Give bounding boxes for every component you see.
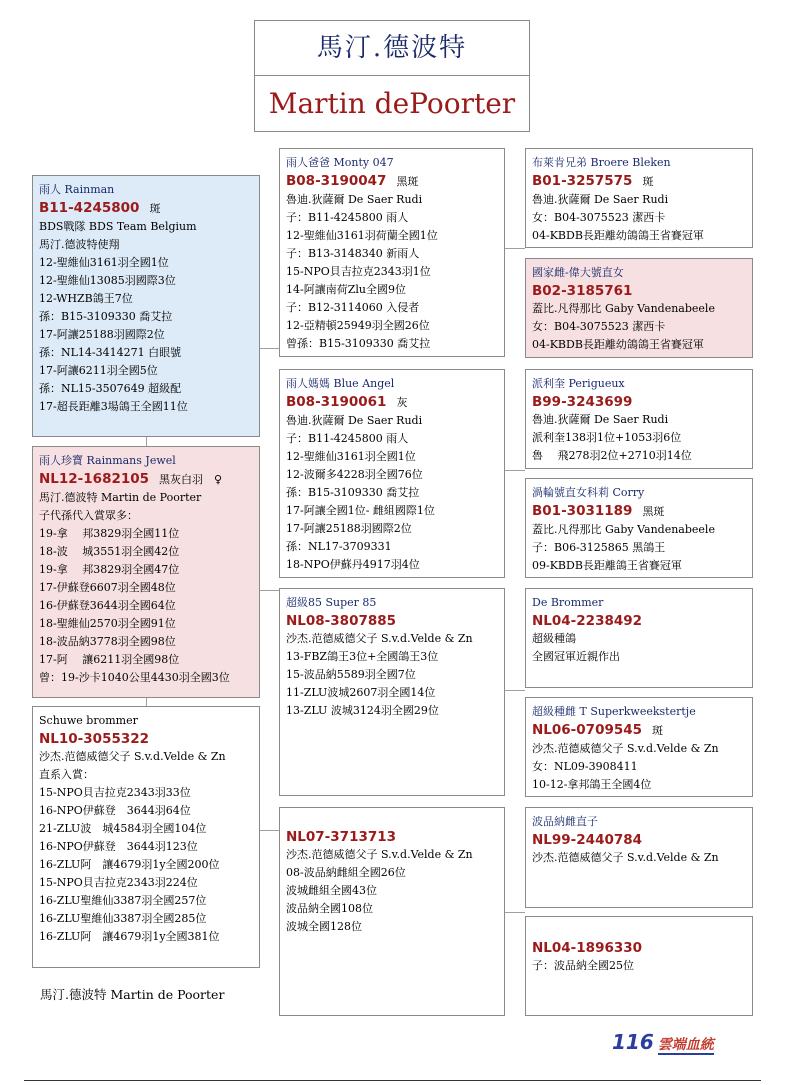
info-line: 04-KBDB長距離幼鴿鴿王省賽冠軍 — [532, 229, 704, 242]
ring-number-text: B99-3243699 — [532, 394, 633, 410]
ring-number — [532, 721, 747, 740]
info-line: 子：B11-4245800 雨人 — [286, 432, 409, 445]
info-line: 16-NPO伊蘇登 3644羽64位 — [39, 804, 191, 817]
info-line: 曾孫：B15-3109330 喬艾拉 — [286, 337, 431, 350]
info-line: 女：NL09-3908411 — [532, 760, 638, 773]
info-line: 12-聖維仙3161羽全國1位 — [286, 450, 416, 463]
info-line: 18-聖維仙2570羽全國91位 — [39, 617, 176, 630]
info-line: 馬汀.德波特使翔 — [39, 238, 120, 251]
info-line: 08-波品納雌組全國26位 — [286, 866, 406, 879]
bird-name: 波品納雌直子 — [532, 815, 598, 828]
connector-line — [259, 830, 279, 831]
info-line: BDS戰隊 BDS Team Belgium — [39, 220, 197, 233]
info-line: 19-拿 邦3829羽全國47位 — [39, 563, 180, 576]
info-line: 21-ZLU波 城4584羽全國104位 — [39, 822, 207, 835]
info-line: 沙杰.范德威德父子 S.v.d.Velde & Zn — [39, 750, 226, 763]
breeder-name: 馬汀.德波特 Martin de Poorter — [40, 987, 225, 1002]
ring-number — [532, 282, 747, 300]
connector-line — [505, 470, 525, 471]
title-chinese: 馬汀.德波特 — [316, 33, 468, 63]
ring-number — [39, 730, 254, 748]
site-logo — [612, 1030, 714, 1054]
ring-number — [286, 393, 499, 412]
bird-color: 斑 — [642, 175, 654, 188]
title-divider — [255, 75, 529, 76]
info-line: 曾：19-沙卡1040公里4430羽全國3位 — [39, 671, 230, 684]
ring-number-text: NL99-2440784 — [532, 832, 643, 848]
info-line: 18-NPO伊蘇丹4917羽4位 — [286, 558, 420, 571]
bird-name: 雨人珍寶 Rainmans Jewel — [39, 454, 176, 467]
ring-number-text: NL10-3055322 — [39, 731, 150, 747]
pedigree-box-dss — [525, 588, 753, 688]
bird-name: 雨人爸爸 Monty 047 — [286, 156, 394, 169]
info-line: 12-WHZB鴿王7位 — [39, 292, 133, 305]
bird-color: 斑 — [652, 724, 664, 737]
info-line: 12-聖維仙13085羽國際3位 — [39, 274, 176, 287]
pedigree-box-dds — [525, 807, 753, 908]
ring-number — [532, 502, 747, 521]
info-line: 波城雌組全國43位 — [286, 884, 377, 897]
info-line: 04-KBDB長距離幼鴿鴿王省賽冠軍 — [532, 338, 704, 351]
info-line: 17-阿讓全國1位- 雌組國際1位 — [286, 504, 435, 517]
connector-line — [259, 590, 279, 591]
info-line: 12-聖維仙3161羽全國1位 — [39, 256, 169, 269]
info-line: 13-FBZ鴿王3位+全國鴿王3位 — [286, 650, 439, 663]
pedigree-box-sibling — [32, 706, 260, 968]
info-line: 孫：B15-3109330 喬艾拉 — [286, 486, 420, 499]
ring-number — [532, 172, 747, 191]
bird-name: 雨人媽媽 Blue Angel — [286, 377, 395, 390]
info-line: 沙杰.范德威德父子 S.v.d.Velde & Zn — [532, 742, 719, 755]
info-line: 17-伊蘇登6607羽全國48位 — [39, 581, 176, 594]
info-line: 12-波爾多4228羽全國76位 — [286, 468, 423, 481]
ring-number-text: NL12-1682105 — [39, 471, 150, 487]
info-line: 09-KBDB長距離鴿王省賽冠軍 — [532, 559, 682, 572]
info-line: 孫：NL17-3709331 — [286, 540, 392, 553]
info-line: 沙杰.范德威德父子 S.v.d.Velde & Zn — [532, 851, 719, 864]
info-line: 19-拿 邦3829羽全國11位 — [39, 527, 180, 540]
logo-number: 116 — [612, 1030, 654, 1054]
bird-color: 黑斑 — [396, 175, 419, 188]
info-line: 全國冠軍近親作出 — [532, 650, 620, 663]
ring-number — [532, 393, 747, 411]
ring-number-text: B08-3190047 — [286, 173, 387, 189]
pedigree-box-sire-dam — [279, 369, 505, 578]
info-line: 16-ZLU聖維仙3387羽全國257位 — [39, 894, 207, 907]
connector-line — [146, 697, 147, 706]
bird-name: 雨人 Rainman — [39, 183, 115, 196]
bird-name: 渦輪號直女科莉 Corry — [532, 486, 645, 499]
info-line: 魯 飛278羽2位+2710羽14位 — [532, 449, 692, 462]
bird-name: 派利奎 Perigueux — [532, 377, 625, 390]
info-line: 魯迪.狄薩爾 De Saer Rudi — [532, 413, 669, 426]
pedigree-box-sss — [525, 148, 753, 248]
bird-name: 國家雌-偉大號直女 — [532, 266, 624, 279]
connector-line — [146, 436, 147, 446]
info-line: 17-阿讓25188羽國際2位 — [286, 522, 412, 535]
connector-line — [505, 690, 525, 691]
bird-name: 超級85 Super 85 — [286, 596, 377, 609]
info-line: 12-聖維仙3161羽荷蘭全國1位 — [286, 229, 438, 242]
info-line: 10-12-拿邦鴿王全國4位 — [532, 778, 652, 791]
info-line: 蓋比.凡得那比 Gaby Vandenabeele — [532, 523, 715, 536]
info-line: 12-亞精頓25949羽全國26位 — [286, 319, 430, 332]
pedigree-box-dam-dam — [279, 807, 505, 1016]
info-line: 16-伊蘇登3644羽全國64位 — [39, 599, 176, 612]
info-line: 17-阿讓25188羽國際2位 — [39, 328, 165, 341]
info-line: 魯迪.狄薩爾 De Saer Rudi — [286, 193, 423, 206]
bird-name: 布萊肯兄弟 Broere Bleken — [532, 156, 671, 169]
info-line: 馬汀.德波特 Martin de Poorter — [39, 491, 202, 504]
ring-number-text: NL04-2238492 — [532, 613, 643, 629]
info-line: 17-超長距離3場鴿王全國11位 — [39, 400, 188, 413]
connector-line — [259, 348, 279, 349]
ring-number-text: B01-3257575 — [532, 173, 633, 189]
info-line: 派利奎138羽1位+1053羽6位 — [532, 431, 682, 444]
logo-text: 雲端血統 — [657, 1037, 714, 1053]
bird-color: 黑斑 — [642, 505, 665, 518]
pedigree-box-dam-sire — [279, 588, 505, 796]
info-line: 16-ZLU聖維仙3387羽全國285位 — [39, 912, 207, 925]
info-line: 子：B13-3148340 新雨人 — [286, 247, 420, 260]
info-line: 孫：NL14-3414271 白眼號 — [39, 346, 182, 359]
info-line: 女：B04-3075523 潔西卡 — [532, 211, 666, 224]
ring-number — [532, 939, 747, 957]
bird-color: 灰 — [396, 396, 408, 409]
pedigree-box-sds — [525, 369, 753, 469]
info-line: 波品納全國108位 — [286, 902, 373, 915]
info-line: 超級種鴿 — [532, 632, 576, 645]
bird-name: De Brommer — [532, 596, 604, 609]
info-line: 13-ZLU 波城3124羽全國29位 — [286, 704, 439, 717]
pedigree-box-dam — [32, 446, 260, 698]
pedigree-box-subject — [32, 175, 260, 437]
info-line: 16-NPO伊蘇登 3644羽123位 — [39, 840, 198, 853]
ring-number-text: NL06-0709545 — [532, 722, 643, 738]
bird-color: 斑 — [149, 202, 161, 215]
ring-number — [286, 612, 499, 630]
info-line: 15-NPO貝吉拉克2343羽1位 — [286, 265, 431, 278]
ring-number-text: B08-3190061 — [286, 394, 387, 410]
ring-number-text: B11-4245800 — [39, 200, 140, 216]
bird-name: 超級種雌 T Superkweekstertje — [532, 705, 696, 718]
info-line: 孫：NL15-3507649 超級配 — [39, 382, 182, 395]
title-english: Martin dePoorter — [268, 87, 516, 120]
ring-number — [532, 612, 747, 630]
info-line: 波城全國128位 — [286, 920, 362, 933]
info-line: 子代孫代入賞眾多： — [39, 509, 138, 522]
ring-number — [39, 470, 254, 489]
ring-number — [286, 828, 499, 846]
info-line: 沙杰.范德威德父子 S.v.d.Velde & Zn — [286, 848, 473, 861]
info-line: 18-波 城3551羽全國42位 — [39, 545, 180, 558]
pedigree-box-sire-sire — [279, 148, 505, 357]
info-line: 16-ZLU阿 讓4679羽1y全國200位 — [39, 858, 220, 871]
connector-line — [505, 912, 525, 913]
ring-number — [532, 831, 747, 849]
info-line: 15-波品納5589羽全國7位 — [286, 668, 416, 681]
info-line: 17-阿讓6211羽全國5位 — [39, 364, 158, 377]
ring-number-text: B01-3031189 — [532, 503, 633, 519]
info-line: 18-波品納3778羽全國98位 — [39, 635, 176, 648]
title-box — [254, 20, 530, 132]
info-line: 15-NPO貝吉拉克2343羽224位 — [39, 876, 198, 889]
bird-color: 黑灰白羽 ♀ — [159, 473, 223, 486]
ring-number — [286, 172, 499, 191]
info-line: 沙杰.范德威德父子 S.v.d.Velde & Zn — [286, 632, 473, 645]
ring-number — [39, 199, 254, 218]
info-line: 子：B06-3125865 黑鴿王 — [532, 541, 666, 554]
info-line: 女：B04-3075523 潔西卡 — [532, 320, 666, 333]
ring-number-text: NL04-1896330 — [532, 940, 643, 956]
pedigree-box-ssd — [525, 258, 753, 358]
info-line: 16-ZLU阿 讓4679羽1y全國381位 — [39, 930, 220, 943]
connector-line — [505, 248, 525, 249]
info-line: 15-NPO貝吉拉克2343羽33位 — [39, 786, 191, 799]
info-line: 蓋比.凡得那比 Gaby Vandenabeele — [532, 302, 715, 315]
ring-number-text: B02-3185761 — [532, 283, 633, 299]
bird-name: Schuwe brommer — [39, 714, 138, 727]
info-line: 子：B12-3114060 入侵者 — [286, 301, 420, 314]
info-line: 子：波品納全國25位 — [532, 959, 634, 972]
ring-number-text: NL08-3807885 — [286, 613, 397, 629]
pedigree-box-ddd — [525, 916, 753, 1016]
info-line: 14-阿讓南荷Zlu全國9位 — [286, 283, 406, 296]
info-line: 孫：B15-3109330 喬艾拉 — [39, 310, 173, 323]
info-line: 魯迪.狄薩爾 De Saer Rudi — [532, 193, 669, 206]
info-line: 17-阿 讓6211羽全國98位 — [39, 653, 180, 666]
pedigree-box-sdd — [525, 478, 753, 578]
pedigree-box-dsd — [525, 697, 753, 797]
bottom-divider — [24, 1080, 761, 1081]
ring-number-text: NL07-3713713 — [286, 829, 397, 845]
info-line: 魯迪.狄薩爾 De Saer Rudi — [286, 414, 423, 427]
info-line: 直系入賞： — [39, 768, 94, 781]
info-line: 子：B11-4245800 雨人 — [286, 211, 409, 224]
info-line: 11-ZLU波城2607羽全國14位 — [286, 686, 436, 699]
